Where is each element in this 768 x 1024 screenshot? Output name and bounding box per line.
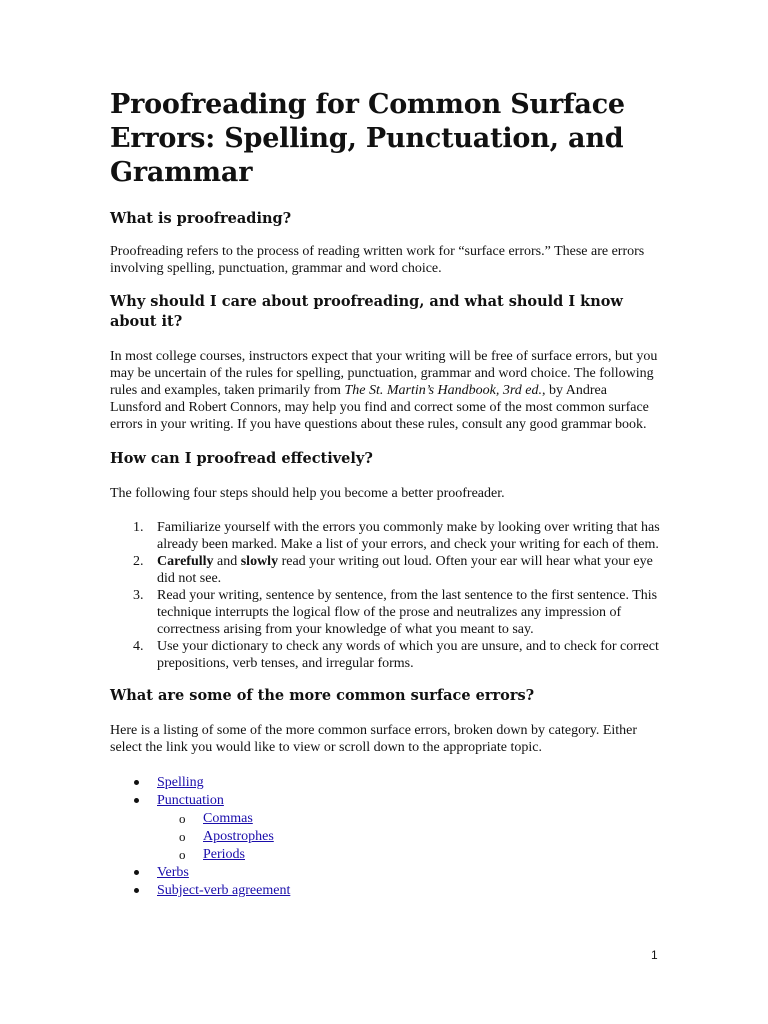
document-body [110, 88, 660, 900]
book-title: The St. Martin’s Handbook, 3rd ed. [344, 383, 542, 398]
step-item [110, 587, 660, 638]
bullet-icon [134, 888, 139, 893]
emphasis-slowly: slowly [240, 554, 279, 569]
step-text: Familiarize yourself with the errors you commonly make by looking over writing that has already been marked. Make a list of your errors, and check your writing for each of them. [157, 520, 660, 552]
paragraph-common-errors: Here is a listing of some of the more common surface errors, broken down by category. Either select the link you would like to view or scroll down to the appropriate topic. [110, 723, 638, 755]
link-commas[interactable]: Commas [203, 811, 253, 826]
step-number: 1. [133, 520, 144, 535]
sub-list-item [110, 810, 660, 828]
page-number: 1 [651, 948, 658, 962]
punctuation-sublist [157, 810, 660, 864]
bullet-icon [134, 780, 139, 785]
step-text [157, 554, 653, 586]
heading-what-is-proofreading: What is proofreading? [110, 210, 292, 227]
page-title: Proofreading for Common Surface Errors: Spelling, Punctuation, and Grammar [110, 89, 625, 188]
emphasis-carefully: Carefully [157, 554, 214, 569]
step-number: 4. [133, 639, 144, 654]
step-number: 2. [133, 554, 144, 569]
sub-list-item [110, 846, 660, 864]
topics-list [110, 774, 660, 900]
paragraph-what-is-proofreading: Proofreading refers to the process of reading written work for “surface errors.” These are errors involving spelling, punctuation, grammar and word choice. [110, 244, 645, 276]
link-apostrophes[interactable]: Apostrophes [203, 829, 274, 844]
steps-list [110, 519, 660, 672]
link-verbs[interactable]: Verbs [157, 865, 189, 880]
step-text: Use your dictionary to check any words of which you are unsure, and to check for correct prepositions, verb tenses, and irregular forms. [157, 639, 659, 671]
list-item [110, 882, 660, 900]
step-text-mid: and [213, 554, 241, 569]
heading-common-errors: What are some of the more common surface errors? [110, 687, 535, 704]
why-text-end: , by Andrea Lunsford and Robert Connors, may help you find and correct some of the most common surface errors in your writing. If you have questions about these rules, consult any good grammar book. [110, 383, 649, 432]
step-text: Read your writing, sentence by sentence, from the last sentence to the first sentence. This technique interrupts the logical flow of the prose and neutralizes any impression of correctness arising from your knowledge of what you meant to say. [157, 588, 658, 637]
step-item [110, 553, 660, 587]
link-spelling[interactable]: Spelling [157, 775, 204, 790]
link-periods[interactable]: Periods [203, 847, 245, 862]
paragraph-how-proofread: The following four steps should help you become a better proofreader. [110, 486, 505, 501]
link-subject-verb-agreement[interactable]: Subject-verb agreement [157, 883, 291, 898]
hollow-bullet-icon: o [179, 811, 186, 826]
link-punctuation[interactable]: Punctuation [157, 793, 224, 808]
heading-how-proofread: How can I proofread effectively? [110, 450, 373, 467]
step-text-rest: read your writing out loud. Often your ear will hear what your eye did not see. [157, 554, 653, 586]
heading-why-care: Why should I care about proofreading, and what should I know about it? [110, 293, 623, 330]
why-text-start: In most college courses, instructors expect that your writing will be free of surface errors, but you may be uncertain of the rules for spelling, punctuation, grammar and word choice. The following rules and examples, taken primarily from [110, 349, 658, 398]
step-item [110, 638, 660, 672]
step-number: 3. [133, 588, 144, 603]
bullet-icon [134, 798, 139, 803]
paragraph-why-care [110, 348, 660, 433]
list-item [110, 774, 660, 792]
list-item [110, 792, 660, 864]
bullet-icon [134, 870, 139, 875]
hollow-bullet-icon: o [179, 829, 186, 844]
step-item [110, 519, 660, 553]
hollow-bullet-icon: o [179, 847, 186, 862]
list-item [110, 864, 660, 882]
sub-list-item [110, 828, 660, 846]
